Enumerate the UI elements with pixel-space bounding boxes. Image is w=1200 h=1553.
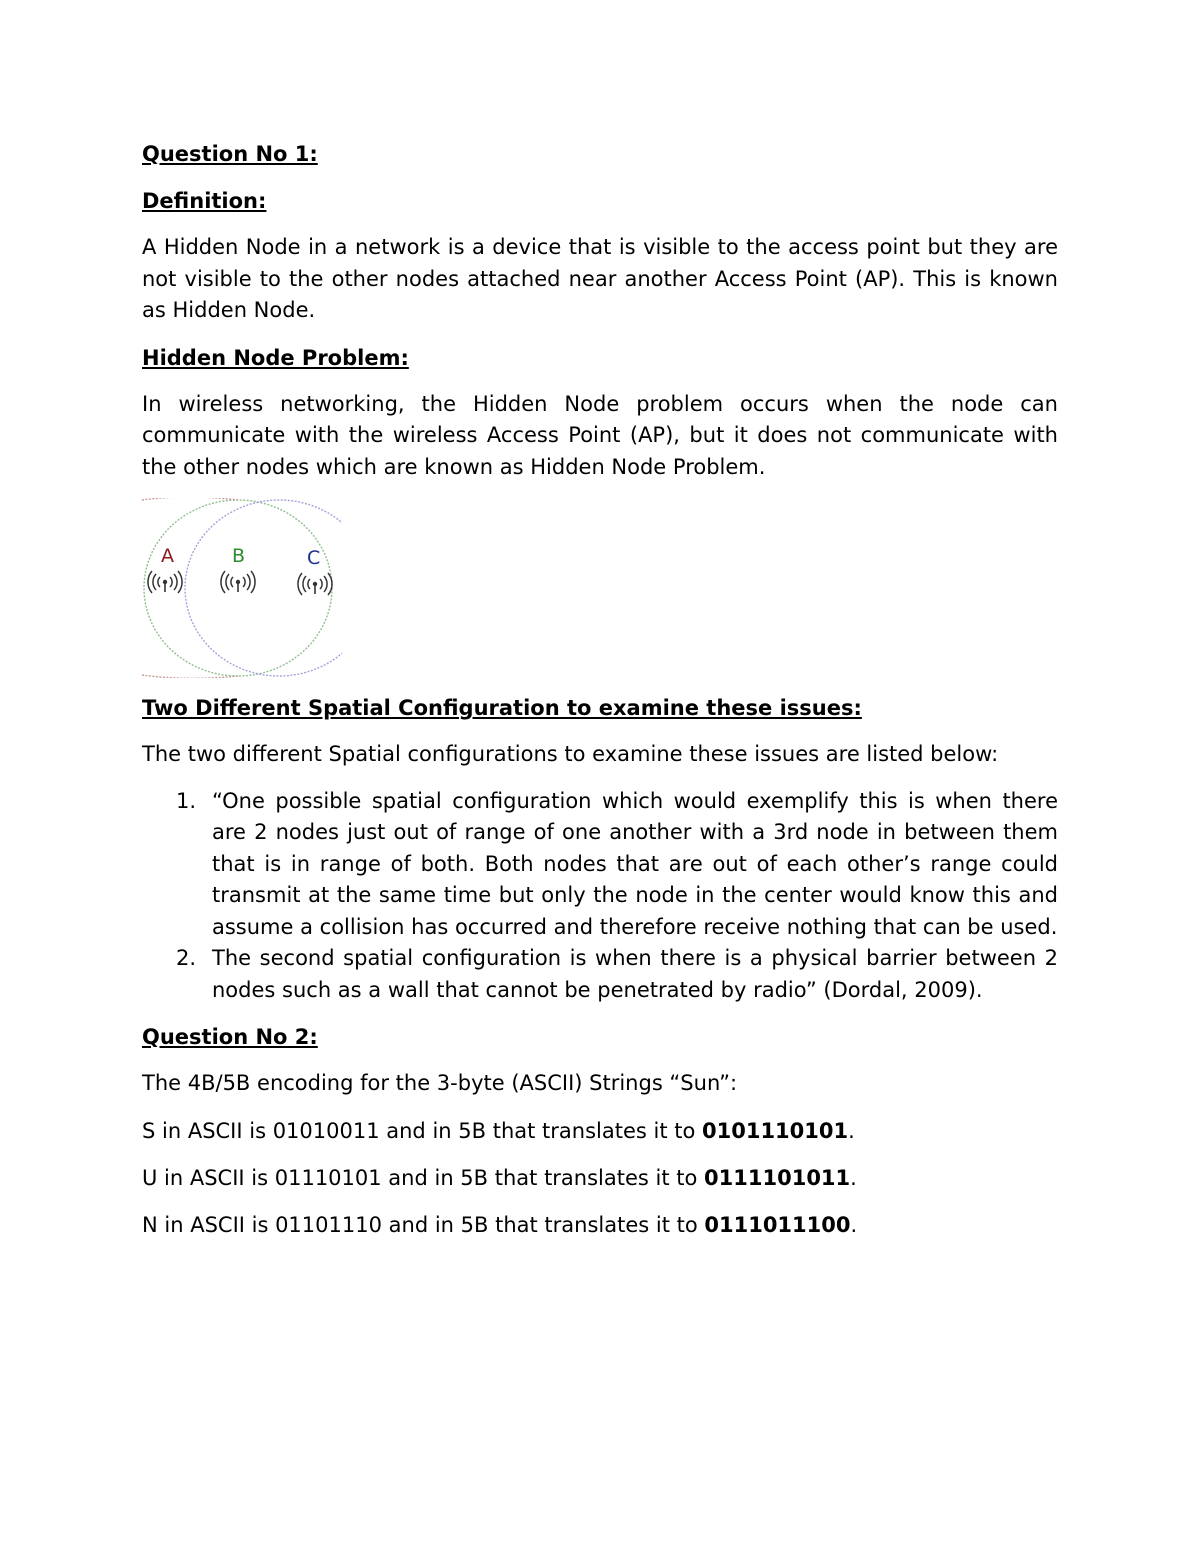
spatial-configuration-list (142, 786, 1058, 1007)
document-body (142, 138, 1058, 1256)
encoding-intro: The 4B/5B encoding for the 3-byte (ASCII) Strings “Sun”: (142, 1071, 738, 1095)
list-item-number: 1. (176, 788, 197, 813)
encoding-line-n (142, 1209, 1058, 1241)
encoding-line-u (142, 1162, 1058, 1194)
list-item (142, 943, 1058, 1006)
range-arc-bottom (142, 675, 238, 678)
hidden-node-diagram-svg (142, 498, 342, 678)
encoding-line-s (142, 1115, 1058, 1147)
encoding-line-suffix: . (850, 1212, 858, 1237)
spatial-configuration-intro: The two different Spatial configurations to examine these issues are listed below: (142, 742, 999, 766)
antenna-icon (148, 571, 182, 593)
hidden-node-problem-text: In wireless networking, the Hidden Node problem occurs when the node can communicate with the wireless Access Point (AP), but it does not communicate with the other nodes which are known as Hidden Node Problem. (142, 391, 1058, 479)
question-1-title: Question No 1: (142, 142, 318, 166)
encoding-line-text: U in ASCII is 01110101 and in 5B that translates it to (142, 1165, 705, 1190)
node-b-label: B (232, 545, 246, 567)
encoding-line-text: S in ASCII is 01010011 and in 5B that translates it to (142, 1118, 702, 1143)
encoding-code: 0111101011 (704, 1165, 851, 1190)
hidden-node-diagram (142, 498, 342, 678)
range-circle-right (185, 500, 342, 676)
list-item-text: The second spatial configuration is when there is a physical barrier between 2 nodes such as a wall that cannot be penetrated by radio” (Dordal, 2009). (212, 946, 1058, 1002)
encoding-line-suffix: . (848, 1118, 855, 1143)
list-item-number: 2. (176, 946, 197, 970)
range-arc-top (142, 498, 238, 500)
node-c-label: C (307, 547, 321, 569)
list-item-text: “One possible spatial configuration which would exemplify this is when there are 2 nodes just out of range of one another with a 3rd node in between them that is in range of both. Both nodes that are out of each other’s range could transmit at the same time but only the node in the center would know this and assume a collision has occurred and therefore receive nothing that can be used. (212, 788, 1058, 939)
encoding-line-suffix: . (850, 1165, 857, 1190)
antenna-icon (221, 571, 255, 593)
hidden-node-problem-heading: Hidden Node Problem: (142, 345, 409, 370)
spatial-configuration-heading: Two Different Spatial Configuration to examine these issues: (142, 696, 862, 720)
encoding-code: 0111011100 (704, 1212, 851, 1237)
definition-heading: Definition: (142, 189, 267, 213)
antenna-icon (298, 573, 332, 595)
list-item (142, 786, 1058, 944)
encoding-code: 0101110101 (702, 1118, 849, 1143)
definition-text: A Hidden Node in a network is a device that is visible to the access point but they are not visible to the other nodes attached near another Access Point (AP). This is known as Hidden Node. (142, 235, 1058, 322)
node-a-label: A (161, 545, 174, 567)
question-2-title: Question No 2: (142, 1025, 318, 1049)
encoding-line-text: N in ASCII is 01101110 and in 5B that translates it to (142, 1212, 705, 1237)
